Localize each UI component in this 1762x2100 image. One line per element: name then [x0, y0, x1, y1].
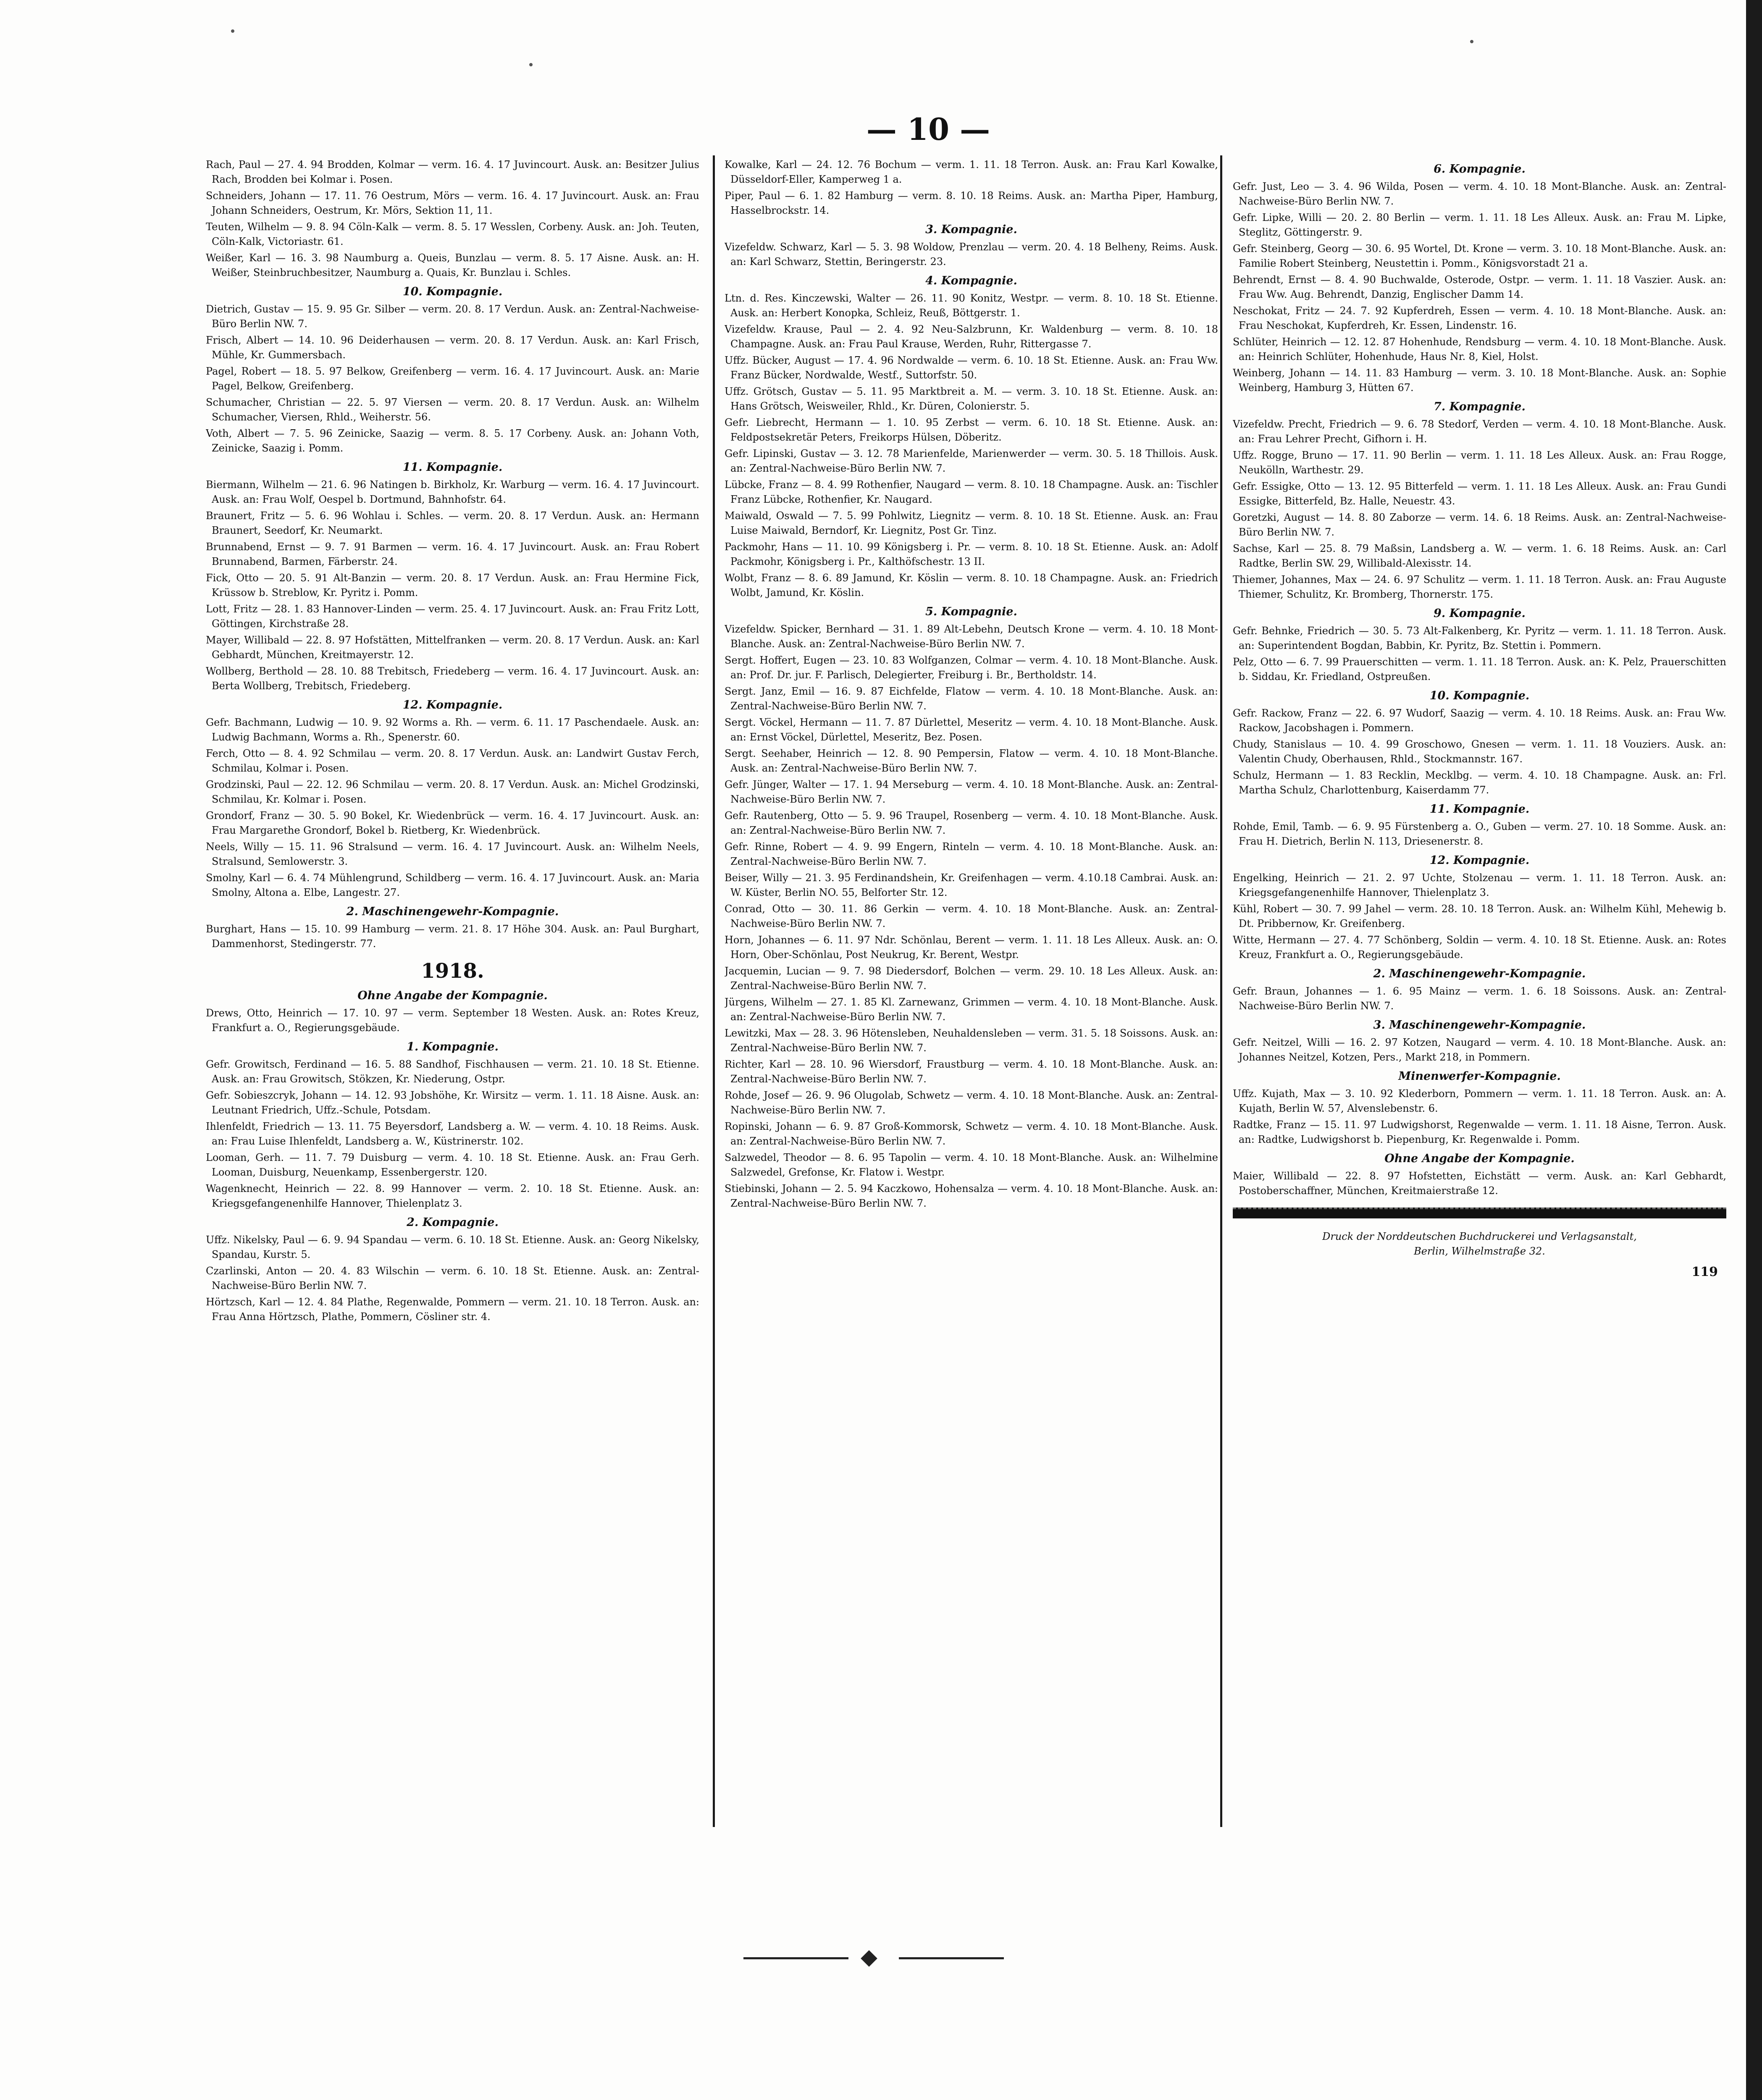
casualty-entry: Gefr. Bachmann, Ludwig — 10. 9. 92 Worms a. Rh. — verm. 6. 11. 17 Paschendaele. Ausk. an: Ludwig Bachmann, Worms a. Rh., Spenerstr. 60. [206, 717, 699, 743]
casualty-entry: Uffz. Kujath, Max — 3. 10. 92 Klederborn, Pommern — verm. 1. 11. 18 Terron. Ausk. an: A. Kujath, Berlin W. 57, Alvenslebenstr. 6. [1233, 1088, 1726, 1114]
printer-imprint-line: Druck der Norddeutschen Buchdruckerei und Verlagsanstalt, [1322, 1231, 1637, 1242]
casualty-entry: Lott, Fritz — 28. 1. 83 Hannover-Linden — verm. 25. 4. 17 Juvincourt. Ausk. an: Frau Fritz Lott, Göttingen, Kirchstraße 28. [206, 603, 699, 630]
casualty-entry: Conrad, Otto — 30. 11. 86 Gerkin — verm. 4. 10. 18 Mont-Blanche. Ausk. an: Zentral-Nachweise-Büro Berlin NW. 7. [725, 903, 1218, 929]
casualty-entry: Witte, Hermann — 27. 4. 77 Schönberg, Soldin — verm. 4. 10. 18 St. Etienne. Ausk. an: Rotes Kreuz, Frankfurt a. O., Regierungsgebäude. [1233, 934, 1726, 961]
section-heading: 12. Kompagnie. [1429, 854, 1530, 867]
section-heading: 12. Kompagnie. [402, 698, 503, 711]
casualty-entry: Wolbt, Franz — 8. 6. 89 Jamund, Kr. Köslin — verm. 8. 10. 18 Champagne. Ausk. an: Friedrich Wolbt, Jamund, Kr. Köslin. [725, 572, 1218, 598]
page-number: — 10 — [866, 111, 990, 147]
casualty-entry: Ferch, Otto — 8. 4. 92 Schmilau — verm. 20. 8. 17 Verdun. Ausk. an: Landwirt Gustav Ferch, Schmilau, Kolmar i. Posen. [206, 748, 699, 774]
section-heading: 1. Kompagnie. [407, 1040, 499, 1053]
printer-imprint-line: Berlin, Wilhelmstraße 32. [1414, 1245, 1545, 1257]
casualty-entry: Gefr. Rautenberg, Otto — 5. 9. 96 Traupel, Rosenberg — verm. 4. 10. 18 Mont-Blanche. Ausk. an: Zentral-Nachweise-Büro Berlin NW. 7. [725, 810, 1218, 836]
casualty-entry: Rach, Paul — 27. 4. 94 Brodden, Kolmar — verm. 16. 4. 17 Juvincourt. Ausk. an: Besitzer Julius Rach, Brodden bei Kolmar i. Posen. [206, 159, 699, 185]
casualty-entry: Gefr. Rackow, Franz — 22. 6. 97 Wudorf, Saazig — verm. 4. 10. 18 Reims. Ausk. an: Frau Ww. Rackow, Jacobshagen i. Pommern. [1233, 707, 1726, 734]
casualty-entry: Kühl, Robert — 30. 7. 99 Jahel — verm. 28. 10. 18 Terron. Ausk. an: Wilhelm Kühl, Mehewig b. Dt. Pribbernow, Kr. Greifenberg. [1233, 903, 1726, 929]
scan-edge-shadow [1746, 0, 1762, 2100]
casualty-entry: Czarlinski, Anton — 20. 4. 83 Wilschin — verm. 6. 10. 18 St. Etienne. Ausk. an: Zentral-Nachweise-Büro Berlin NW. 7. [206, 1265, 699, 1292]
casualty-entry: Schneiders, Johann — 17. 11. 76 Oestrum, Mörs — verm. 16. 4. 17 Juvincourt. Ausk. an: Frau Johann Schneiders, Oestrum, Kr. Mörs, Sektion 11, 11. [206, 190, 699, 216]
end-ornament [743, 1955, 1004, 1961]
ornament-rule [743, 1957, 848, 1959]
section-heading: 10. Kompagnie. [1429, 689, 1530, 702]
section-heading: 11. Kompagnie. [1429, 803, 1530, 816]
scan-speck [231, 29, 234, 33]
ornament-rule [899, 1957, 1004, 1959]
section-heading: 11. Kompagnie. [402, 461, 503, 474]
casualty-entry: Grodzinski, Paul — 22. 12. 96 Schmilau — verm. 20. 8. 17 Verdun. Ausk. an: Michel Grodzinski, Schmilau, Kr. Kolmar i. Posen. [206, 779, 699, 805]
casualty-entry: Uffz. Rogge, Bruno — 17. 11. 90 Berlin — verm. 1. 11. 18 Les Alleux. Ausk. an: Frau Rogge, Neukölln, Warthestr. 29. [1233, 449, 1726, 476]
section-heading: Ohne Angabe der Kompagnie. [1384, 1152, 1575, 1165]
casualty-entry: Braunert, Fritz — 5. 6. 96 Wohlau i. Schles. — verm. 20. 8. 17 Verdun. Ausk. an: Hermann Braunert, Seedorf, Kr. Neumarkt. [206, 510, 699, 536]
casualty-entry: Piper, Paul — 6. 1. 82 Hamburg — verm. 8. 10. 18 Reims. Ausk. an: Martha Piper, Hamburg, Hasselbrockstr. 14. [725, 190, 1218, 216]
section-heading: Minenwerfer-Kompagnie. [1398, 1070, 1561, 1083]
text-column-1 [206, 158, 699, 1829]
casualty-entry: Gefr. Lipinski, Gustav — 3. 12. 78 Marienfelde, Marienwerder — verm. 30. 5. 18 Thillois. Ausk. an: Zentral-Nachweise-Büro Berlin NW. 7. [725, 448, 1218, 474]
casualty-entry: Biermann, Wilhelm — 21. 6. 96 Natingen b. Birkholz, Kr. Warburg — verm. 16. 4. 17 Juvincourt. Ausk. an: Frau Wolf, Oespel b. Dortmund, Bahnhofstr. 64. [206, 479, 699, 505]
casualty-entry: Jacquemin, Lucian — 9. 7. 98 Diedersdorf, Bolchen — verm. 29. 10. 18 Les Alleux. Ausk. an: Zentral-Nachweise-Büro Berlin NW. 7. [725, 965, 1218, 992]
casualty-entry: Gefr. Liebrecht, Hermann — 1. 10. 95 Zerbst — verm. 6. 10. 18 St. Etienne. Ausk. an: Feldpostsekretär Peters, Freikorps Hülsen, Döberitz. [725, 417, 1218, 443]
casualty-entry: Behrendt, Ernst — 8. 4. 90 Buchwalde, Osterode, Ostpr. — verm. 1. 11. 18 Vaszier. Ausk. an: Frau Ww. Aug. Behrendt, Danzig, Englischer Damm 14. [1233, 274, 1726, 300]
casualty-entry: Vizefeldw. Spicker, Bernhard — 31. 1. 89 Alt-Lebehn, Deutsch Krone — verm. 4. 10. 18 Mont-Blanche. Ausk. an: Zentral-Nachweise-Büro Berlin NW. 7. [725, 623, 1218, 650]
sheet-number: 119 [1691, 1265, 1718, 1279]
casualty-entry: Engelking, Heinrich — 21. 2. 97 Uchte, Stolzenau — verm. 1. 11. 18 Terron. Ausk. an: Kriegsgefangenenhilfe Hannover, Thielenplatz 3. [1233, 872, 1726, 898]
casualty-entry: Jürgens, Wilhelm — 27. 1. 85 Kl. Zarnewanz, Grimmen — verm. 4. 10. 18 Mont-Blanche. Ausk. an: Zentral-Nachweise-Büro Berlin NW. 7. [725, 996, 1218, 1023]
casualty-entry: Dietrich, Gustav — 15. 9. 95 Gr. Silber — verm. 20. 8. 17 Verdun. Ausk. an: Zentral-Nachweise-Büro Berlin NW. 7. [206, 303, 699, 330]
year-heading: 1918. [421, 959, 484, 983]
casualty-entry: Weißer, Karl — 16. 3. 98 Naumburg a. Queis, Bunzlau — verm. 8. 5. 17 Aisne. Ausk. an: H. Weißer, Steinbruchbesitzer, Naumburg a. Quais, Kr. Bunzlau i. Schles. [206, 252, 699, 278]
casualty-entry: Wollberg, Berthold — 28. 10. 88 Trebitsch, Friedeberg — verm. 16. 4. 17 Juvincourt. Ausk. an: Berta Wollberg, Trebitsch, Friedeberg. [206, 665, 699, 692]
casualty-entry: Looman, Gerh. — 11. 7. 79 Duisburg — verm. 4. 10. 18 St. Etienne. Ausk. an: Frau Gerh. Looman, Duisburg, Neuenkamp, Essenbergerstr. 120. [206, 1152, 699, 1178]
casualty-entry: Grondorf, Franz — 30. 5. 90 Bokel, Kr. Wiedenbrück — verm. 16. 4. 17 Juvincourt. Ausk. an: Frau Margarethe Grondorf, Bokel b. Rietberg, Kr. Wiedenbrück. [206, 810, 699, 836]
casualty-entry: Kowalke, Karl — 24. 12. 76 Bochum — verm. 1. 11. 18 Terron. Ausk. an: Frau Karl Kowalke, Düsseldorf-Eller, Kamperweg 1 a. [725, 159, 1218, 185]
casualty-entry: Gefr. Rinne, Robert — 4. 9. 99 Engern, Rinteln — verm. 4. 10. 18 Mont-Blanche. Ausk. an: Zentral-Nachweise-Büro Berlin NW. 7. [725, 841, 1218, 867]
casualty-entry: Pagel, Robert — 18. 5. 97 Belkow, Greifenberg — verm. 16. 4. 17 Juvincourt. Ausk. an: Marie Pagel, Belkow, Greifenberg. [206, 365, 699, 392]
casualty-entry: Hörtzsch, Karl — 12. 4. 84 Plathe, Regenwalde, Pommern — verm. 21. 10. 18 Terron. Ausk. an: Frau Anna Hörtzsch, Plathe, Pommern, Cösliner str. 4. [206, 1296, 699, 1323]
casualty-entry: Voth, Albert — 7. 5. 96 Zeinicke, Saazig — verm. 8. 5. 17 Corbeny. Ausk. an: Johann Voth, Zeinicke, Saazig i. Pomm. [206, 428, 699, 454]
casualty-entry: Brunnabend, Ernst — 9. 7. 91 Barmen — verm. 16. 4. 17 Juvincourt. Ausk. an: Frau Robert Brunnabend, Barmen, Färberstr. 24. [206, 541, 699, 567]
casualty-entry: Ropinski, Johann — 6. 9. 87 Groß-Kommorsk, Schwetz — verm. 4. 10. 18 Mont-Blanche. Ausk. an: Zentral-Nachweise-Büro Berlin NW. 7. [725, 1121, 1218, 1147]
casualty-entry: Gefr. Sobieszcryk, Johann — 14. 12. 93 Jobshöhe, Kr. Wirsitz — verm. 1. 11. 18 Aisne. Ausk. an: Leutnant Friedrich, Uffz.-Schule, Potsdam. [206, 1089, 699, 1116]
casualty-entry: Gefr. Lipke, Willi — 20. 2. 80 Berlin — verm. 1. 11. 18 Les Alleux. Ausk. an: Frau M. Lipke, Steglitz, Göttingerstr. 9. [1233, 212, 1726, 238]
separator-bar [1233, 1208, 1726, 1218]
text-column-2 [725, 158, 1218, 1829]
casualty-entry: Ltn. d. Res. Kinczewski, Walter — 26. 11. 90 Konitz, Westpr. — verm. 8. 10. 18 St. Etienne. Ausk. an: Herbert Konopka, Schleiz, Reuß, Böttgerstr. 1. [725, 292, 1218, 319]
casualty-entry: Weinberg, Johann — 14. 11. 83 Hamburg — verm. 3. 10. 18 Mont-Blanche. Ausk. an: Sophie Weinberg, Hamburg 3, Hütten 67. [1233, 367, 1726, 394]
casualty-entry: Lübcke, Franz — 8. 4. 99 Rothenfier, Naugard — verm. 8. 10. 18 Champagne. Ausk. an: Tischler Franz Lübcke, Rothenfier, Kr. Naugard. [725, 479, 1218, 505]
casualty-entry: Lewitzki, Max — 28. 3. 96 Hötensleben, Neuhaldensleben — verm. 31. 5. 18 Soissons. Ausk. an: Zentral-Nachweise-Büro Berlin NW. 7. [725, 1027, 1218, 1054]
casualty-entry: Maier, Willibald — 22. 8. 97 Hofstetten, Eichstätt — verm. Ausk. an: Karl Gebhardt, Postoberschaffner, München, Kreitmaierstraße 12. [1233, 1170, 1726, 1197]
casualty-entry: Vizefeldw. Krause, Paul — 2. 4. 92 Neu-Salzbrunn, Kr. Waldenburg — verm. 8. 10. 18 Champagne. Ausk. an: Frau Paul Krause, Werden, Ruhr, Rittergasse 7. [725, 323, 1218, 350]
casualty-entry: Mayer, Willibald — 22. 8. 97 Hofstätten, Mittelfranken — verm. 20. 8. 17 Verdun. Ausk. an: Karl Gebhardt, München, Kreitmayerstr. 12. [206, 634, 699, 661]
casualty-entry: Schulz, Hermann — 1. 83 Recklin, Mecklbg. — verm. 4. 10. 18 Champagne. Ausk. an: Frl. Martha Schulz, Charlottenburg, Kaiserdamm 77. [1233, 769, 1726, 796]
casualty-entry: Sergt. Seehaber, Heinrich — 12. 8. 90 Pempersin, Flatow — verm. 4. 10. 18 Mont-Blanche. Ausk. an: Zentral-Nachweise-Büro Berlin NW. 7. [725, 748, 1218, 774]
casualty-entry: Gefr. Growitsch, Ferdinand — 16. 5. 88 Sandhof, Fischhausen — verm. 21. 10. 18 St. Etienne. Ausk. an: Frau Growitsch, Stökzen, Kr. Niederung, Ostpr. [206, 1058, 699, 1085]
section-heading: 10. Kompagnie. [402, 285, 503, 298]
casualty-entry: Vizefeldw. Schwarz, Karl — 5. 3. 98 Woldow, Prenzlau — verm. 20. 4. 18 Belheny, Reims. Ausk. an: Karl Schwarz, Stettin, Beringerstr. 23. [725, 241, 1218, 268]
casualty-entry: Neels, Willy — 15. 11. 96 Stralsund — verm. 16. 4. 17 Juvincourt. Ausk. an: Wilhelm Neels, Stralsund, Semlowerstr. 3. [206, 841, 699, 867]
casualty-entry: Gefr. Braun, Johannes — 1. 6. 95 Mainz — verm. 1. 6. 18 Soissons. Ausk. an: Zentral-Nachweise-Büro Berlin NW. 7. [1233, 985, 1726, 1012]
scan-speck [529, 63, 533, 66]
casualty-entry: Chudy, Stanislaus — 10. 4. 99 Groschowo, Gnesen — verm. 1. 11. 18 Vouziers. Ausk. an: Valentin Chudy, Oberhausen, Rhld., Stockmannstr. 167. [1233, 738, 1726, 765]
section-heading: 9. Kompagnie. [1434, 607, 1526, 620]
casualty-entry: Sachse, Karl — 25. 8. 79 Maßsin, Landsberg a. W. — verm. 1. 6. 18 Reims. Ausk. an: Carl Radtke, Berlin SW. 29, Willibald-Alexisstr. 14. [1233, 543, 1726, 569]
section-heading: 3. Maschinengewehr-Kompagnie. [1373, 1018, 1586, 1032]
casualty-entry: Ihlenfeldt, Friedrich — 13. 11. 75 Beyersdorf, Landsberg a. W. — verm. 4. 10. 18 Reims. Ausk. an: Frau Luise Ihlenfeldt, Landsberg a. W., Küstrinerstr. 102. [206, 1121, 699, 1147]
casualty-entry: Gefr. Neitzel, Willi — 16. 2. 97 Kotzen, Naugard — verm. 4. 10. 18 Mont-Blanche. Ausk. an: Johannes Neitzel, Kotzen, Pers., Markt 218, in Pommern. [1233, 1037, 1726, 1063]
casualty-entry: Gefr. Just, Leo — 3. 4. 96 Wilda, Posen — verm. 4. 10. 18 Mont-Blanche. Ausk. an: Zentral-Nachweise-Büro Berlin NW. 7. [1233, 181, 1726, 207]
casualty-entry: Richter, Karl — 28. 10. 96 Wiersdorf, Fraustburg — verm. 4. 10. 18 Mont-Blanche. Ausk. an: Zentral-Nachweise-Büro Berlin NW. 7. [725, 1058, 1218, 1085]
casualty-entry: Fick, Otto — 20. 5. 91 Alt-Banzin — verm. 20. 8. 17 Verdun. Ausk. an: Frau Hermine Fick, Krüssow b. Streblow, Kr. Pyritz i. Pomm. [206, 572, 699, 598]
section-heading: 4. Kompagnie. [925, 274, 1017, 287]
casualty-entry: Maiwald, Oswald — 7. 5. 99 Pohlwitz, Liegnitz — verm. 8. 10. 18 St. Etienne. Ausk. an: Frau Luise Maiwald, Berndorf, Kr. Liegnitz, Post Gr. Tinz. [725, 510, 1218, 536]
section-heading: Ohne Angabe der Kompagnie. [357, 989, 548, 1002]
section-heading: 2. Maschinengewehr-Kompagnie. [346, 905, 559, 918]
casualty-entry: Stiebinski, Johann — 2. 5. 94 Kaczkowo, Hohensalza — verm. 4. 10. 18 Mont-Blanche. Ausk. an: Zentral-Nachweise-Büro Berlin NW. 7. [725, 1183, 1218, 1209]
casualty-entry: Wagenknecht, Heinrich — 22. 8. 99 Hannover — verm. 2. 10. 18 St. Etienne. Ausk. an: Kriegsgefangenenhilfe Hannover, Thielenplatz 3. [206, 1183, 699, 1209]
column-divider [713, 155, 715, 1827]
casualty-entry: Rohde, Josef — 26. 9. 96 Olugolab, Schwetz — verm. 4. 10. 18 Mont-Blanche. Ausk. an: Zentral-Nachweise-Büro Berlin NW. 7. [725, 1089, 1218, 1116]
casualty-entry: Uffz. Bücker, August — 17. 4. 96 Nordwalde — verm. 6. 10. 18 St. Etienne. Ausk. an: Frau Ww. Franz Bücker, Nordwalde, Westf., Suttorfstr. 50. [725, 354, 1218, 381]
column-divider [1220, 155, 1222, 1827]
casualty-entry: Radtke, Franz — 15. 11. 97 Ludwigshorst, Regenwalde — verm. 1. 11. 18 Aisne, Terron. Ausk. an: Radtke, Ludwigshorst b. Piepenburg, Kr. Regenwalde i. Pomm. [1233, 1119, 1726, 1145]
section-heading: 6. Kompagnie. [1434, 163, 1526, 176]
casualty-entry: Uffz. Grötsch, Gustav — 5. 11. 95 Marktbreit a. M. — verm. 3. 10. 18 St. Etienne. Ausk. an: Hans Grötsch, Weisweiler, Rhld., Kr. Düren, Colonierstr. 5. [725, 386, 1218, 412]
casualty-entry: Gefr. Steinberg, Georg — 30. 6. 95 Wortel, Dt. Krone — verm. 3. 10. 18 Mont-Blanche. Ausk. an: Familie Robert Steinberg, Neustettin i. Pomm., Königsvorstadt 21 a. [1233, 243, 1726, 269]
section-heading: 7. Kompagnie. [1434, 400, 1526, 413]
casualty-entry: Pelz, Otto — 6. 7. 99 Prauerschitten — verm. 1. 11. 18 Terron. Ausk. an: K. Pelz, Prauerschitten b. Siddau, Kr. Friedland, Ostpreußen. [1233, 656, 1726, 682]
casualty-entry: Horn, Johannes — 6. 11. 97 Ndr. Schönlau, Berent — verm. 1. 11. 18 Les Alleux. Ausk. an: O. Horn, Ober-Schönlau, Post Neukrug, Kr. Berent, Westpr. [725, 934, 1218, 961]
casualty-entry: Gefr. Jünger, Walter — 17. 1. 94 Merseburg — verm. 4. 10. 18 Mont-Blanche. Ausk. an: Zentral-Nachweise-Büro Berlin NW. 7. [725, 779, 1218, 805]
casualty-entry: Burghart, Hans — 15. 10. 99 Hamburg — verm. 21. 8. 17 Höhe 304. Ausk. an: Paul Burghart, Dammenhorst, Stedingerstr. 77. [206, 923, 699, 950]
casualty-entry: Thiemer, Johannes, Max — 24. 6. 97 Schulitz — verm. 1. 11. 18 Terron. Ausk. an: Frau Auguste Thiemer, Schulitz, Kr. Bromberg, Thornerstr. 175. [1233, 574, 1726, 600]
casualty-entry: Neschokat, Fritz — 24. 7. 92 Kupferdreh, Essen — verm. 4. 10. 18 Mont-Blanche. Ausk. an: Frau Neschokat, Kupferdreh, Kr. Essen, Lindenstr. 16. [1233, 305, 1726, 331]
casualty-entry: Salzwedel, Theodor — 8. 6. 95 Tapolin — verm. 4. 10. 18 Mont-Blanche. Ausk. an: Wilhelmine Salzwedel, Grefonse, Kr. Flatow i. Westpr. [725, 1152, 1218, 1178]
casualty-entry: Sergt. Janz, Emil — 16. 9. 87 Eichfelde, Flatow — verm. 4. 10. 18 Mont-Blanche. Ausk. an: Zentral-Nachweise-Büro Berlin NW. 7. [725, 685, 1218, 712]
casualty-entry: Frisch, Albert — 14. 10. 96 Deiderhausen — verm. 20. 8. 17 Verdun. Ausk. an: Karl Frisch, Mühle, Kr. Gummersbach. [206, 334, 699, 361]
section-heading: 2. Kompagnie. [407, 1216, 499, 1229]
casualty-entry: Rohde, Emil, Tamb. — 6. 9. 95 Fürstenberg a. O., Guben — verm. 27. 10. 18 Somme. Ausk. an: Frau H. Dietrich, Berlin N. 113, Driesenerstr. 8. [1233, 821, 1726, 847]
section-heading: 3. Kompagnie. [925, 223, 1017, 236]
casualty-entry: Packmohr, Hans — 11. 10. 99 Königsberg i. Pr. — verm. 8. 10. 18 St. Etienne. Ausk. an: Adolf Packmohr, Königsberg i. Pr., Kalthöfschestr. 13 II. [725, 541, 1218, 567]
casualty-entry: Uffz. Nikelsky, Paul — 6. 9. 94 Spandau — verm. 6. 10. 18 St. Etienne. Ausk. an: Georg Nikelsky, Spandau, Kurstr. 5. [206, 1234, 699, 1260]
casualty-entry: Gefr. Essigke, Otto — 13. 12. 95 Bitterfeld — verm. 1. 11. 18 Les Alleux. Ausk. an: Frau Gundi Essigke, Bitterfeld, Bz. Halle, Neuestr. 43. [1233, 480, 1726, 507]
casualty-entry: Smolny, Karl — 6. 4. 74 Mühlengrund, Schildberg — verm. 16. 4. 17 Juvincourt. Ausk. an: Maria Smolny, Altona a. Elbe, Langestr. 27. [206, 872, 699, 898]
column-3-entries [1233, 161, 1726, 1198]
casualty-entry: Goretzki, August — 14. 8. 80 Zaborze — verm. 14. 6. 18 Reims. Ausk. an: Zentral-Nachweise-Büro Berlin NW. 7. [1233, 512, 1726, 538]
section-heading: 2. Maschinengewehr-Kompagnie. [1373, 967, 1586, 980]
casualty-entry: Sergt. Hoffert, Eugen — 23. 10. 83 Wolfganzen, Colmar — verm. 4. 10. 18 Mont-Blanche. Ausk. an: Prof. Dr. jur. F. Parlisch, Delegierter, Freiburg i. Br., Bertholdstr. 14. [725, 654, 1218, 681]
casualty-entry: Schumacher, Christian — 22. 5. 97 Viersen — verm. 20. 8. 17 Verdun. Ausk. an: Wilhelm Schumacher, Viersen, Rhld., Weiherstr. 56. [206, 396, 699, 423]
text-column-3 [1233, 158, 1726, 1829]
casualty-entry: Vizefeldw. Precht, Friedrich — 9. 6. 78 Stedorf, Verden — verm. 4. 10. 18 Mont-Blanche. Ausk. an: Frau Lehrer Precht, Gifhorn i. H. [1233, 418, 1726, 445]
section-heading: 5. Kompagnie. [925, 605, 1017, 618]
casualty-entry: Schlüter, Heinrich — 12. 12. 87 Hohenhude, Rendsburg — verm. 4. 10. 18 Mont-Blanche. Ausk. an: Heinrich Schlüter, Hohenhude, Haus Nr. 8, Kiel, Holst. [1233, 336, 1726, 362]
casualty-entry: Sergt. Vöckel, Hermann — 11. 7. 87 Dürlettel, Meseritz — verm. 4. 10. 18 Mont-Blanche. Ausk. an: Ernst Vöckel, Dürlettel, Meseritz, Bez. Posen. [725, 717, 1218, 743]
ornament-diamond [861, 1950, 877, 1967]
scan-speck [1470, 40, 1473, 43]
casualty-entry: Gefr. Behnke, Friedrich — 30. 5. 73 Alt-Falkenberg, Kr. Pyritz — verm. 1. 11. 18 Terron. Ausk. an: Superintendent Bogdan, Babbin, Kr. Pyritz, Bz. Stettin i. Pommern. [1233, 625, 1726, 651]
casualty-entry: Teuten, Wilhelm — 9. 8. 94 Cöln-Kalk — verm. 8. 5. 17 Wesslen, Corbeny. Ausk. an: Joh. Teuten, Cöln-Kalk, Victoriastr. 61. [206, 221, 699, 247]
casualty-entry: Drews, Otto, Heinrich — 17. 10. 97 — verm. September 18 Westen. Ausk. an: Rotes Kreuz, Frankfurt a. O., Regierungsgebäude. [206, 1007, 699, 1034]
casualty-entry: Beiser, Willy — 21. 3. 95 Ferdinandshein, Kr. Greifenhagen — verm. 4.10.18 Cambrai. Ausk. an: W. Küster, Berlin NO. 55, Belforter Str. 12. [725, 872, 1218, 898]
